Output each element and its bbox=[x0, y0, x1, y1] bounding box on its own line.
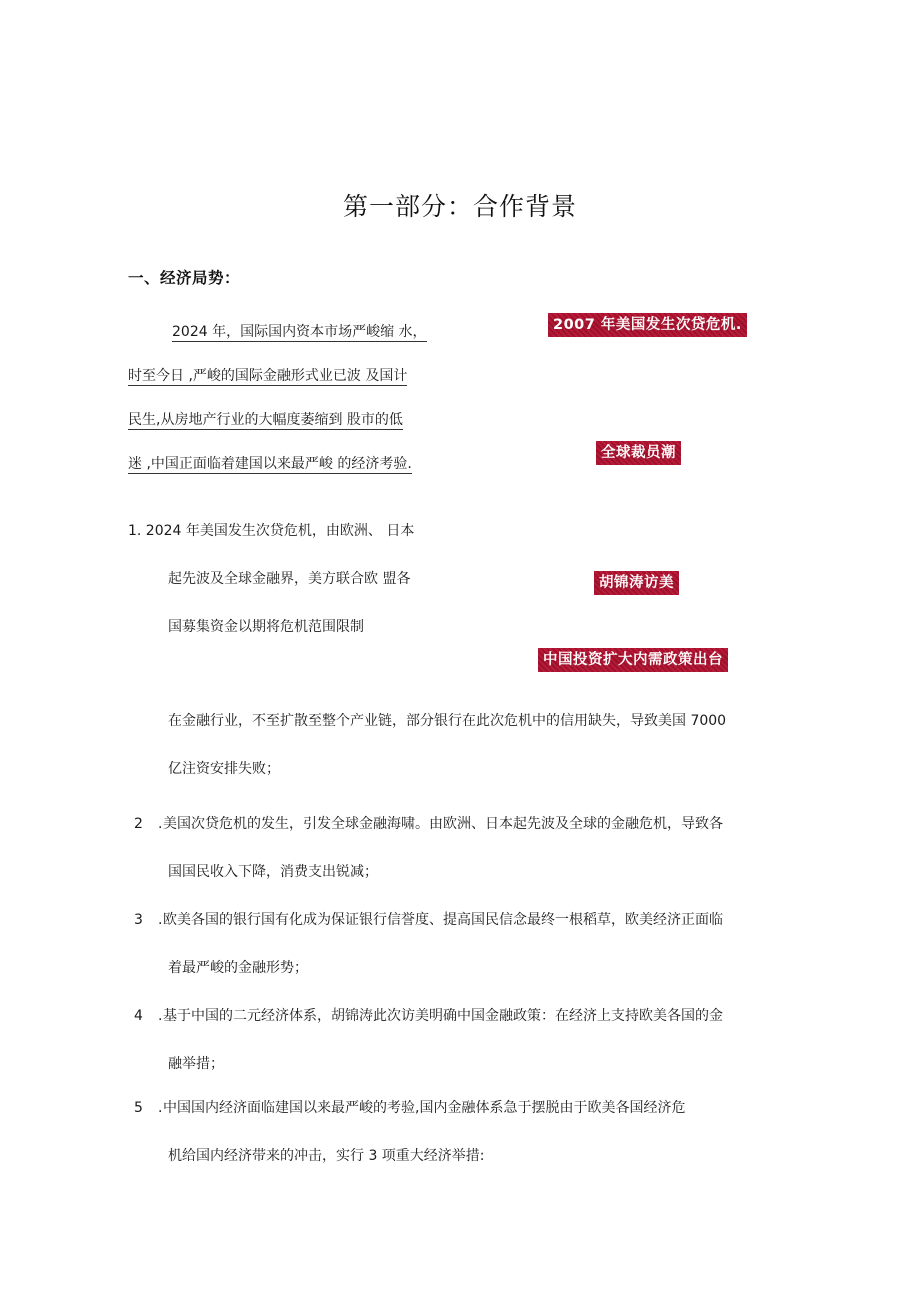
page-title: 第一部分：合作背景 bbox=[342, 192, 577, 221]
list-item-5-dot: . bbox=[158, 1100, 163, 1116]
list-item-3-second-line bbox=[128, 961, 818, 1009]
list-item-3-dot: . bbox=[158, 912, 163, 928]
list-item-3-first-line bbox=[128, 913, 818, 961]
section-heading-economy: 一、经济局势： bbox=[128, 269, 241, 287]
intro-line-text: 2024 年，国际国内资本市场严峻缩 水， bbox=[172, 324, 427, 340]
list-item-1-line: 国募集资金以期将危机范围限制 bbox=[168, 619, 364, 635]
middle-paragraph-line: 在金融行业，不至扩散至整个产业链，部分银行在此次危机中的信用缺失，导致美国 7000 bbox=[168, 713, 727, 729]
intro-line-text: 迷 ,中国正面临着建国以来最严峻 的经济考验. bbox=[128, 456, 412, 472]
list-item-3-text: 欧美各国的银行国有化成为保证银行信誉度、提高国民信念最终一根稻草，欧美经济正面临 bbox=[163, 912, 723, 928]
list-item-3 bbox=[128, 913, 818, 1009]
callout-global-layoffs: 全球裁员潮 bbox=[596, 441, 681, 465]
middle-paragraph bbox=[128, 714, 808, 810]
list-item-4-text: 基于中国的二元经济体系，胡锦涛此次访美明确中国金融政策：在经济上支持欧美各国的金 bbox=[163, 1008, 723, 1024]
list-item-2 bbox=[128, 817, 818, 913]
callout-subprime-crisis: 2007 年美国发生次贷危机. bbox=[548, 313, 747, 337]
list-item-3-number: 3 bbox=[134, 912, 143, 928]
middle-paragraph-line: 亿注资安排失败； bbox=[168, 761, 280, 777]
list-item-2-second-line bbox=[128, 865, 818, 913]
list-item-2-number: 2 bbox=[134, 816, 143, 832]
intro-paragraph bbox=[128, 325, 458, 501]
list-item-4-first-line bbox=[128, 1009, 818, 1057]
list-item-2-text-cont: 国国民收入下降，消费支出锐减； bbox=[168, 864, 378, 880]
intro-line bbox=[128, 457, 458, 501]
list-item-4-number: 4 bbox=[134, 1008, 143, 1024]
intro-line bbox=[128, 325, 458, 369]
list-item-3-text-cont: 着最严峻的金融形势； bbox=[168, 960, 308, 976]
list-item-5 bbox=[128, 1101, 818, 1197]
list-item-5-first-line bbox=[128, 1101, 818, 1149]
list-item-4 bbox=[128, 1009, 818, 1105]
callout-hu-jintao-visit: 胡锦涛访美 bbox=[594, 571, 679, 595]
intro-line-text: 时至今日 ,严峻的国际金融形式业已波 及国计 bbox=[128, 368, 408, 384]
list-item-5-number: 5 bbox=[134, 1100, 143, 1116]
list-item-2-text: 美国次贷危机的发生，引发全球金融海啸。由欧洲、日本起先波及全球的金融危机，导致各 bbox=[163, 816, 723, 832]
list-item-4-text-cont: 融举措； bbox=[168, 1056, 224, 1072]
list-item-2-dot: . bbox=[158, 816, 163, 832]
list-item-2-first-line bbox=[128, 817, 818, 865]
list-item-4-dot: . bbox=[158, 1008, 163, 1024]
intro-line-text: 民生,从房地产行业的大幅度萎缩到 股市的低 bbox=[128, 412, 403, 428]
list-item-4-second-line bbox=[128, 1057, 818, 1105]
list-item-1-line: 起先波及全球金融界，美方联合欧 盟各 bbox=[168, 571, 411, 587]
callout-china-stimulus-policy: 中国投资扩大内需政策出台 bbox=[538, 648, 728, 672]
list-item-1 bbox=[128, 524, 468, 668]
intro-line bbox=[128, 413, 458, 457]
intro-line bbox=[128, 369, 458, 413]
list-item-5-text-cont: 机给国内经济带来的冲击，实行 3 项重大经济举措: bbox=[168, 1148, 485, 1164]
list-item-1-line: 1. 2024 年美国发生次贷危机，由欧洲、 日本 bbox=[128, 523, 415, 539]
list-item-5-second-line bbox=[128, 1149, 818, 1197]
list-item-5-text: 中国国内经济面临建国以来最严峻的考验,国内金融体系急于摆脱由于欧美各国经济危 bbox=[163, 1100, 686, 1116]
